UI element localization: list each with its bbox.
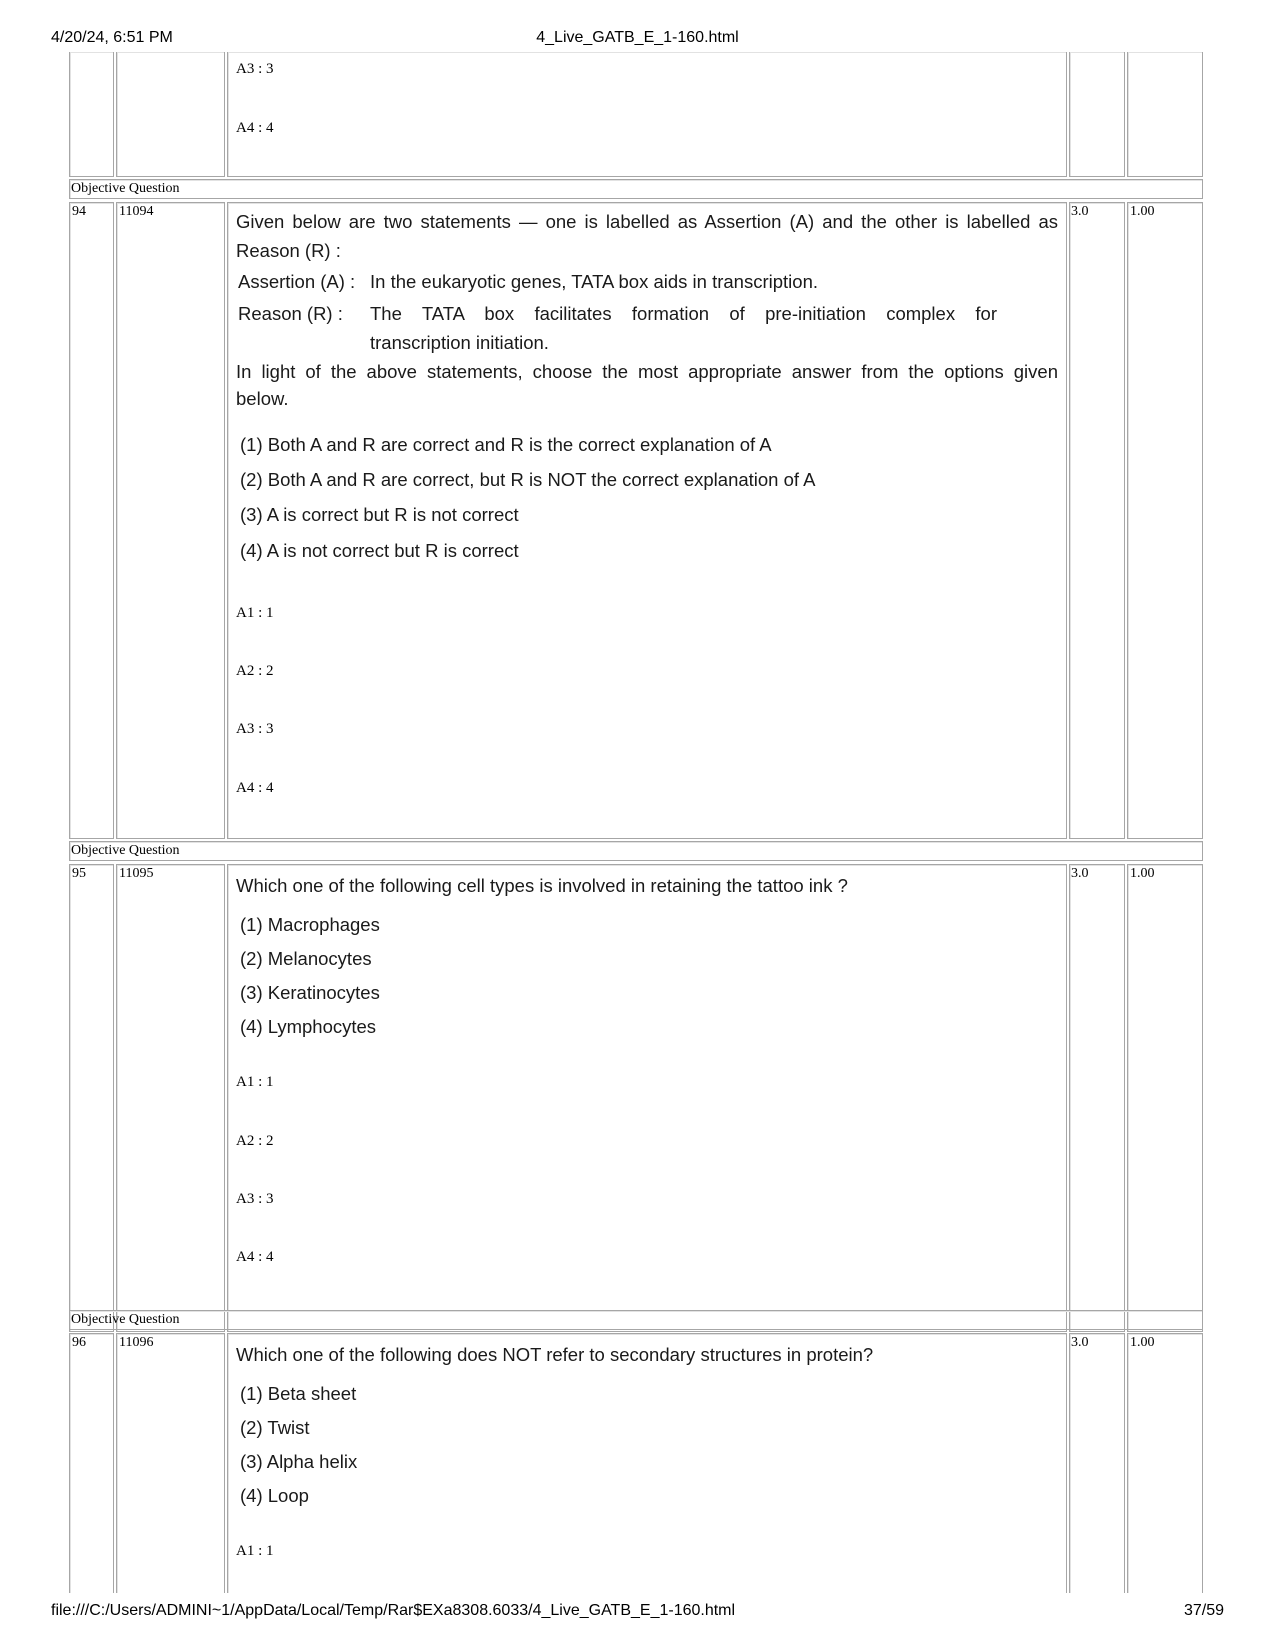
sno-cell (69, 202, 114, 839)
question-type-label: Objective Question (71, 1312, 180, 1327)
answer-option: A4 : 4 (236, 120, 274, 136)
question-id: 11094 (119, 204, 154, 219)
serial-number: 96 (72, 1335, 86, 1350)
answer-option: A3 : 3 (236, 721, 274, 737)
question-type-row (69, 1310, 1203, 1330)
negative-marks-value: 1.00 (1130, 1335, 1155, 1350)
answer-option: A2 : 2 (236, 1133, 274, 1149)
serial-number: 95 (72, 866, 86, 881)
negative-marks-cell (1127, 864, 1203, 1332)
answer-option: A3 : 3 (236, 1191, 274, 1207)
prev-marks-cell (1069, 52, 1125, 177)
option-3: (3) A is correct but R is not correct (240, 504, 519, 525)
option-1: (1) Beta sheet (240, 1383, 357, 1404)
reason-text-cont: transcription initiation. (370, 332, 549, 353)
file-path: file:///C:/Users/ADMINI~1/AppData/Local/Temp/Rar$EXa8308.6033/4_Live_GATB_E_1-160.html (51, 1602, 736, 1619)
answer-option: A4 : 4 (236, 1249, 274, 1265)
question-type-row (69, 179, 1203, 199)
option-1: (1) Both A and R are correct and R is the correct explanation of A (240, 434, 772, 455)
answer-option: A1 : 1 (236, 1074, 274, 1090)
marks-cell (1069, 202, 1125, 839)
answer-option: A3 : 3 (236, 61, 274, 77)
qid-cell (116, 202, 225, 839)
question-id: 11095 (119, 866, 154, 881)
print-datetime: 4/20/24, 6:51 PM (51, 29, 173, 46)
question-type-row (69, 841, 1203, 861)
negative-marks-value: 1.00 (1130, 866, 1155, 881)
marks-value: 3.0 (1071, 866, 1089, 881)
question-stem: Which one of the following does NOT refer to secondary structures in protein? (236, 1344, 874, 1365)
prev-sno-cell (69, 52, 114, 177)
qid-cell (116, 864, 225, 1332)
question-instruction-cont: below. (236, 388, 289, 409)
option-2: (2) Melanocytes (240, 948, 372, 969)
serial-number: 94 (72, 204, 86, 219)
option-4: (4) Loop (240, 1485, 309, 1506)
option-3: (3) Keratinocytes (240, 982, 380, 1003)
option-4: (4) Lymphocytes (240, 1016, 377, 1037)
negative-marks-cell (1127, 202, 1203, 839)
question-id: 11096 (119, 1335, 154, 1350)
question-stem: Which one of the following cell types is involved in retaining the tattoo ink ? (236, 875, 848, 896)
sno-cell (69, 864, 114, 1332)
question-type-label: Objective Question (71, 843, 180, 858)
sno-cell (69, 1333, 114, 1593)
negative-marks-value: 1.00 (1130, 204, 1155, 219)
option-2: (2) Both A and R are correct, but R is NOT the correct explanation of A (240, 469, 816, 490)
reason-text: The TATA box facilitates formation of pre-initiation complex for (370, 303, 997, 324)
option-4: (4) A is not correct but R is correct (240, 540, 519, 561)
marks-cell (1069, 864, 1125, 1332)
answer-option: A2 : 2 (236, 663, 274, 679)
marks-value: 3.0 (1071, 1335, 1089, 1350)
qid-cell (116, 1333, 225, 1593)
page-number: 37/59 (1183, 1602, 1224, 1619)
answer-option: A4 : 4 (236, 780, 274, 796)
question-stem-cont: Reason (R) : (236, 240, 341, 261)
assertion-label: Assertion (A) : (238, 271, 356, 292)
prev-question-cell (227, 52, 1067, 177)
marks-value: 3.0 (1071, 204, 1089, 219)
question-instruction: In light of the above statements, choose the most appropriate answer from the options given (236, 361, 1058, 382)
answer-option: A1 : 1 (236, 605, 274, 621)
question-stem: Given below are two statements — one is labelled as Assertion (A) and the other is labelled as (236, 211, 1058, 232)
option-2: (2) Twist (240, 1417, 310, 1438)
prev-qid-cell (116, 52, 225, 177)
answer-option: A1 : 1 (236, 1543, 274, 1559)
option-3: (3) Alpha helix (240, 1451, 358, 1472)
negative-marks-cell (1127, 1333, 1203, 1593)
option-1: (1) Macrophages (240, 914, 380, 935)
prev-negative-cell (1127, 52, 1203, 177)
marks-cell (1069, 1333, 1125, 1593)
document-title: 4_Live_GATB_E_1-160.html (536, 29, 739, 46)
assertion-text: In the eukaryotic genes, TATA box aids in transcription. (370, 271, 819, 292)
question-type-label: Objective Question (71, 181, 180, 196)
reason-label: Reason (R) : (238, 303, 343, 324)
